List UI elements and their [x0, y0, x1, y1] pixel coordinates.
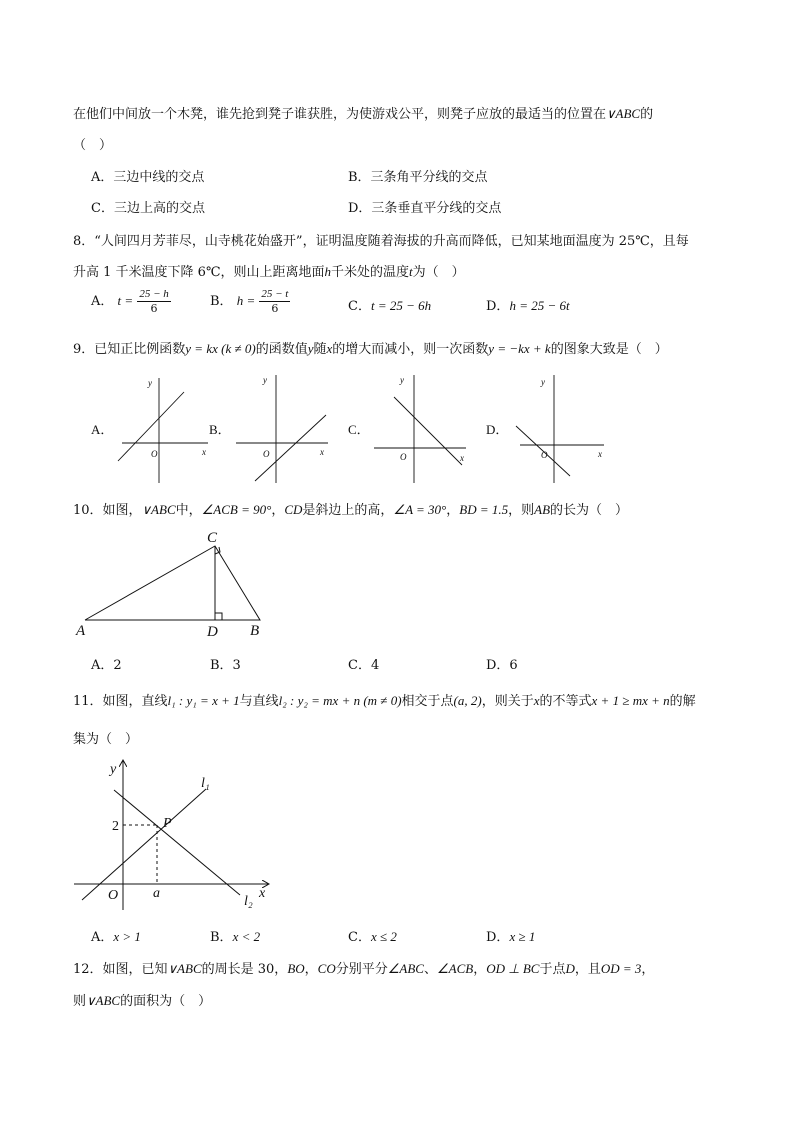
- q11-option-a[interactable]: A．x > 1: [91, 929, 141, 945]
- q7-line1: 在他们中间放一个木凳，谁先抢到凳子谁获胜，为使游戏公平，则凳子应放的最适当的位置在∨ABC的: [73, 106, 654, 122]
- svg-text:O: O: [541, 450, 548, 460]
- svg-text:A: A: [76, 623, 86, 639]
- q12-stem: 12．如图，已知∨ABC的周长是 30，BO，CO分别平分∠ABC、∠ACB，OD ⊥ BC于点D，且OD = 3，: [73, 961, 655, 977]
- q9-option-d-label[interactable]: D．: [486, 422, 509, 437]
- q11-line-l2: [114, 790, 240, 895]
- q9-stem: 9．已知正比例函数y = kx (k ≠ 0)的函数值y随x的增大而减小，则一次函数y = −kx + k的图象大致是（ ）: [73, 341, 668, 357]
- svg-text:y: y: [148, 378, 152, 388]
- svg-text:O: O: [108, 888, 119, 903]
- q10-option-b[interactable]: B．3: [210, 658, 241, 673]
- q11-stem-line2: 集为（ ）: [73, 732, 139, 747]
- svg-text:y: y: [541, 377, 545, 387]
- svg-text:x: x: [202, 447, 206, 457]
- q8-option-a-fraction: $\frac{25 - h}{6}$: [139, 288, 169, 315]
- q10-triangle: [85, 546, 260, 620]
- q10-stem: 10．如图，∨ABC中，∠ACB = 90°，CD是斜边上的高，∠A = 30°，BD = 1.5，则AB的长为（ ）: [73, 502, 629, 518]
- q8-option-b-fraction: $\frac{25 - t}{6}$: [261, 288, 289, 315]
- svg-text:D: D: [207, 624, 218, 640]
- q9-b-graph-line: [255, 415, 326, 481]
- svg-text:y: y: [110, 762, 117, 777]
- q11-graph: [0, 755, 794, 915]
- q10-option-d[interactable]: D．6: [486, 658, 518, 673]
- q9-option-c-label[interactable]: C．: [348, 422, 370, 437]
- svg-text:O: O: [400, 452, 407, 462]
- q8-option-d[interactable]: D．h = 25 − 6t: [486, 298, 570, 314]
- svg-text:B: B: [250, 623, 260, 639]
- q10-option-a[interactable]: A．2: [91, 658, 122, 673]
- svg-text:y: y: [400, 375, 404, 385]
- svg-text:y: y: [263, 375, 267, 385]
- q7-option-c[interactable]: C．三边上高的交点: [91, 201, 205, 216]
- q11-option-c[interactable]: C．x ≤ 2: [348, 929, 397, 945]
- q12-stem-line2: 则∨ABC的面积为（ ）: [73, 993, 212, 1009]
- q8-line1: 8．“人间四月芳菲尽，山寺桃花始盛开”，证明温度随着海拔的升高而降低，已知某地面温度为 25℃，且每: [73, 234, 689, 249]
- q9-option-a-label[interactable]: A．: [91, 422, 114, 437]
- svg-text:l₁: l₁: [201, 776, 210, 791]
- svg-text:C: C: [207, 530, 218, 546]
- svg-text:O: O: [151, 449, 158, 459]
- q10-right-angle-d: [215, 613, 222, 620]
- q9-option-b-label[interactable]: B．: [209, 422, 231, 437]
- q7-answer-paren: （ ）: [73, 138, 113, 153]
- q11-stem: 11．如图，直线l₁ : y₁ = x + 1与直线l₂ : y₂ = mx + n (m ≠ 0)相交于点(a, 2)，则关于x的不等式x + 1 ≥ mx + n的解: [73, 693, 696, 709]
- q11-option-b[interactable]: B．x < 2: [210, 929, 261, 945]
- svg-text:l₂: l₂: [244, 894, 253, 909]
- svg-text:x: x: [259, 886, 266, 901]
- q8-line2: 升高 1 千米温度下降 6℃，则山上距离地面h千米处的温度t为（ ）: [73, 264, 465, 280]
- svg-text:2: 2: [112, 819, 119, 834]
- q7-option-a[interactable]: A．三边中线的交点: [91, 170, 205, 185]
- q8-option-c[interactable]: C．t = 25 − 6h: [348, 298, 432, 314]
- svg-text:x: x: [460, 453, 464, 463]
- q7-option-b[interactable]: B．三条角平分线的交点: [348, 170, 488, 185]
- q11-option-d[interactable]: D．x ≥ 1: [486, 929, 536, 945]
- q7-option-d[interactable]: D．三条垂直平分线的交点: [348, 201, 502, 216]
- svg-text:a: a: [153, 886, 160, 901]
- q11-line-l1: [82, 789, 206, 900]
- q8-option-a[interactable]: A． t = $\frac{25 - h}{6}$: [91, 288, 169, 315]
- svg-text:x: x: [598, 449, 602, 459]
- q10-triangle-figure: [0, 525, 794, 640]
- svg-text:x: x: [320, 447, 324, 457]
- svg-text:P: P: [163, 816, 172, 831]
- q7-triangle: ∨ABC: [606, 106, 641, 121]
- q10-option-c[interactable]: C．4: [348, 658, 380, 673]
- q8-option-b[interactable]: B． h = $\frac{25 - t}{6}$: [210, 288, 289, 315]
- q9-graphs: [0, 365, 794, 490]
- svg-text:O: O: [263, 449, 270, 459]
